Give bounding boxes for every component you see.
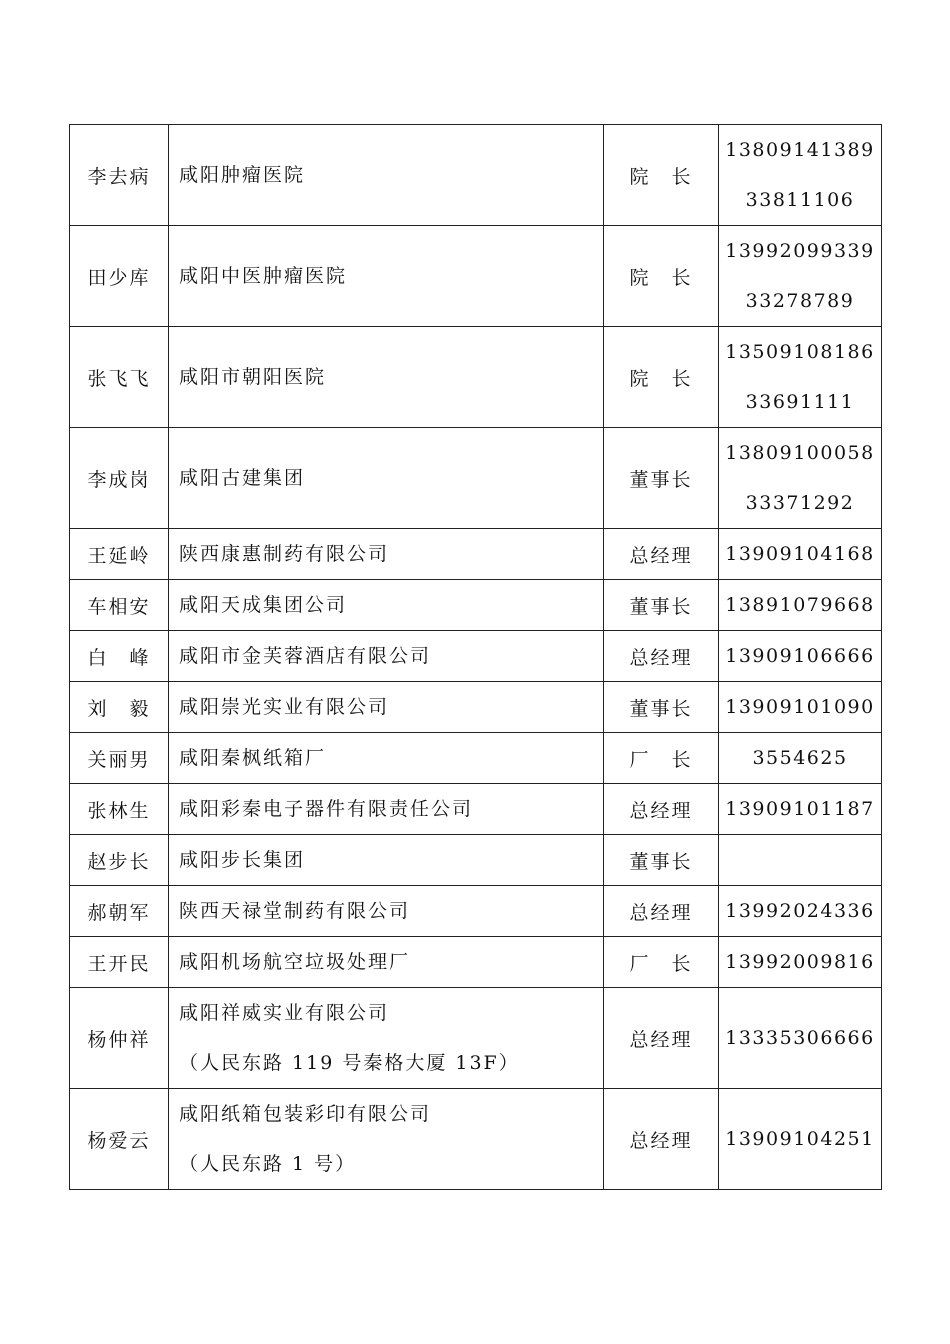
organization-cell (169, 733, 604, 784)
table-row (70, 327, 882, 428)
landline-number: 33278789 (745, 290, 855, 312)
phone-cell (719, 529, 882, 580)
organization-cell (169, 835, 604, 886)
organization-name: 咸阳中医肿瘤医院 (179, 265, 348, 287)
job-title: 总经理 (604, 631, 719, 682)
phone-cell (719, 988, 882, 1089)
landline-number: 33691111 (745, 391, 855, 413)
table-row (70, 682, 882, 733)
table-row (70, 529, 882, 580)
phone-number: 13909101187 (725, 798, 875, 820)
table-row (70, 937, 882, 988)
contact-name: 白 峰 (70, 631, 169, 682)
contact-name: 杨爱云 (70, 1089, 169, 1190)
organization-cell (169, 428, 604, 529)
phone-number: 3554625 (752, 747, 848, 769)
organization-cell (169, 529, 604, 580)
phone-cell (719, 125, 882, 226)
phone-cell (719, 428, 882, 529)
contact-name: 李去病 (70, 125, 169, 226)
organization-name: 咸阳天成集团公司 (179, 594, 348, 616)
job-title: 总经理 (604, 1089, 719, 1190)
job-title: 董事长 (604, 835, 719, 886)
organization-cell (169, 226, 604, 327)
table-row (70, 428, 882, 529)
phone-number: 13909104251 (725, 1128, 875, 1150)
organization-name: 咸阳祥威实业有限公司 (179, 1002, 390, 1024)
organization-name: 咸阳彩秦电子器件有限责任公司 (179, 798, 474, 820)
job-title: 董事长 (604, 428, 719, 529)
table-row (70, 125, 882, 226)
organization-cell (169, 784, 604, 835)
phone-cell (719, 327, 882, 428)
phone-number: 13909106666 (725, 645, 875, 667)
phone-number: 13992099339 (725, 240, 875, 262)
contact-name: 王开民 (70, 937, 169, 988)
contact-name: 刘 毅 (70, 682, 169, 733)
phone-cell (719, 835, 882, 886)
job-title: 厂 长 (604, 937, 719, 988)
landline-number: 33811106 (745, 189, 855, 211)
organization-cell (169, 580, 604, 631)
phone-number: 13891079668 (725, 594, 875, 616)
contact-name: 张飞飞 (70, 327, 169, 428)
table-row (70, 733, 882, 784)
job-title: 总经理 (604, 886, 719, 937)
organization-cell (169, 937, 604, 988)
organization-name: 咸阳纸箱包装彩印有限公司 (179, 1103, 432, 1125)
phone-cell (719, 226, 882, 327)
organization-cell (169, 327, 604, 428)
contact-name: 赵步长 (70, 835, 169, 886)
table-row (70, 886, 882, 937)
contact-name: 车相安 (70, 580, 169, 631)
phone-number: 13809100058 (725, 442, 875, 464)
organization-name: 陕西天禄堂制药有限公司 (179, 900, 411, 922)
phone-cell (719, 937, 882, 988)
table-row (70, 835, 882, 886)
phone-cell (719, 733, 882, 784)
phone-number: 13509108186 (725, 341, 875, 363)
organization-name: 咸阳肿瘤医院 (179, 164, 306, 186)
contact-name: 关丽男 (70, 733, 169, 784)
contact-name: 王延岭 (70, 529, 169, 580)
organization-cell (169, 988, 604, 1089)
organization-cell (169, 682, 604, 733)
landline-number: 33371292 (745, 492, 855, 514)
phone-cell (719, 886, 882, 937)
phone-number: 13909104168 (725, 543, 875, 565)
table-row (70, 580, 882, 631)
job-title: 院 长 (604, 327, 719, 428)
contact-table (69, 124, 882, 1190)
job-title: 院 长 (604, 226, 719, 327)
organization-name: 咸阳机场航空垃圾处理厂 (179, 951, 411, 973)
organization-address: （人民东路 1 号） (179, 1153, 357, 1175)
phone-number: 13809141389 (725, 139, 875, 161)
organization-address: （人民东路 119 号秦格大厦 13F） (179, 1052, 520, 1074)
organization-name: 咸阳市金芙蓉酒店有限公司 (179, 645, 432, 667)
table-row (70, 226, 882, 327)
phone-cell (719, 580, 882, 631)
phone-number: 13909101090 (725, 696, 875, 718)
organization-cell (169, 125, 604, 226)
table-row (70, 988, 882, 1089)
organization-name: 咸阳崇光实业有限公司 (179, 696, 390, 718)
organization-name: 陕西康惠制药有限公司 (179, 543, 390, 565)
table-row (70, 1089, 882, 1190)
phone-cell (719, 1089, 882, 1190)
organization-cell (169, 631, 604, 682)
job-title: 董事长 (604, 682, 719, 733)
organization-name: 咸阳步长集团 (179, 849, 306, 871)
job-title: 总经理 (604, 784, 719, 835)
phone-cell (719, 682, 882, 733)
organization-name: 咸阳秦枫纸箱厂 (179, 747, 327, 769)
contact-name: 杨仲祥 (70, 988, 169, 1089)
organization-name: 咸阳市朝阳医院 (179, 366, 327, 388)
phone-cell (719, 631, 882, 682)
organization-name: 咸阳古建集团 (179, 467, 306, 489)
job-title: 厂 长 (604, 733, 719, 784)
contact-name: 张林生 (70, 784, 169, 835)
phone-number: 13992024336 (725, 900, 875, 922)
contact-name: 田少库 (70, 226, 169, 327)
job-title: 总经理 (604, 529, 719, 580)
contact-table-body (70, 125, 882, 1190)
job-title: 院 长 (604, 125, 719, 226)
organization-cell (169, 1089, 604, 1190)
table-row (70, 631, 882, 682)
phone-cell (719, 784, 882, 835)
table-row (70, 784, 882, 835)
organization-cell (169, 886, 604, 937)
job-title: 董事长 (604, 580, 719, 631)
contact-name: 郝朝军 (70, 886, 169, 937)
phone-number: 13992009816 (725, 951, 875, 973)
job-title: 总经理 (604, 988, 719, 1089)
phone-number: 13335306666 (725, 1027, 875, 1049)
contact-name: 李成岗 (70, 428, 169, 529)
